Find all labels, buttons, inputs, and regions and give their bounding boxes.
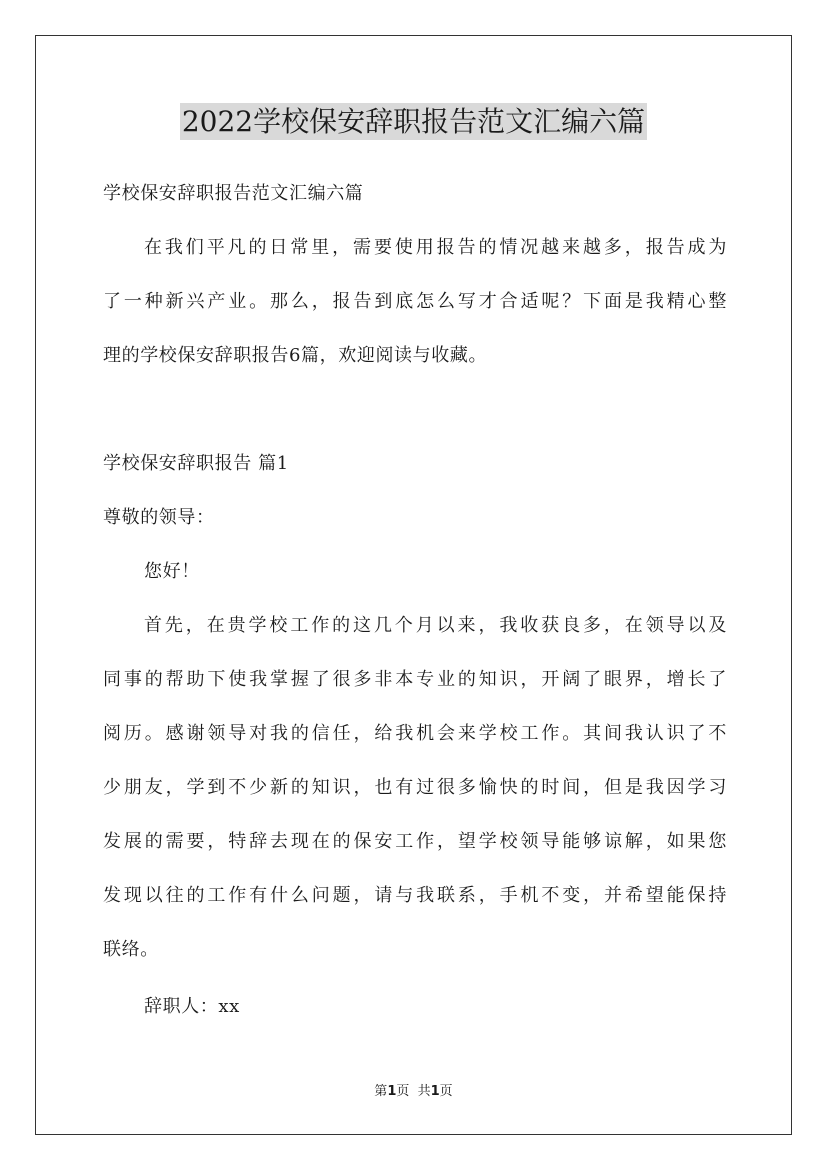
greeting: 您好！ [144, 561, 200, 582]
section-heading: 学校保安辞职报告 篇1 [103, 453, 289, 474]
footer-middle: 页 共 [396, 1084, 431, 1099]
footer-total-pages: 1 [430, 1084, 440, 1099]
document-title-text: 2022学校保安辞职报告范文汇编六篇 [181, 105, 646, 138]
salutation: 尊敬的领导： [103, 507, 215, 528]
body-line-4: 少朋友，学到不少新的知识，也有过很多愉快的时间，但是我因学习 [103, 777, 727, 798]
intro-line-1: 在我们平凡的日常里，需要使用报告的情况越来越多，报告成为 [144, 237, 727, 258]
page-footer [0, 1084, 827, 1100]
document-subtitle: 学校保安辞职报告范文汇编六篇 [103, 183, 364, 204]
body-line-5: 发展的需要，特辞去现在的保安工作，望学校领导能够谅解，如果您 [103, 831, 727, 852]
footer-prefix: 第 [374, 1084, 388, 1099]
body-line-3: 阅历。感谢领导对我的信任，给我机会来学校工作。其间我认识了不 [103, 723, 727, 744]
footer-page-number: 1 [387, 1084, 397, 1099]
signature: 辞职人：xx [144, 996, 240, 1017]
body-line-1: 首先，在贵学校工作的这几个月以来，我收获良多，在领导以及 [144, 615, 727, 636]
body-line-7: 联络。 [103, 939, 159, 960]
intro-line-3: 理的学校保安辞职报告6篇，欢迎阅读与收藏。 [103, 345, 488, 366]
footer-suffix: 页 [439, 1084, 453, 1099]
body-line-6: 发现以往的工作有什么问题，请与我联系，手机不变，并希望能保持 [103, 885, 727, 906]
document-title [0, 100, 827, 144]
intro-line-2: 了一种新兴产业。那么，报告到底怎么写才合适呢？下面是我精心整 [103, 291, 727, 312]
body-line-2: 同事的帮助下使我掌握了很多非本专业的知识，开阔了眼界，增长了 [103, 669, 727, 690]
